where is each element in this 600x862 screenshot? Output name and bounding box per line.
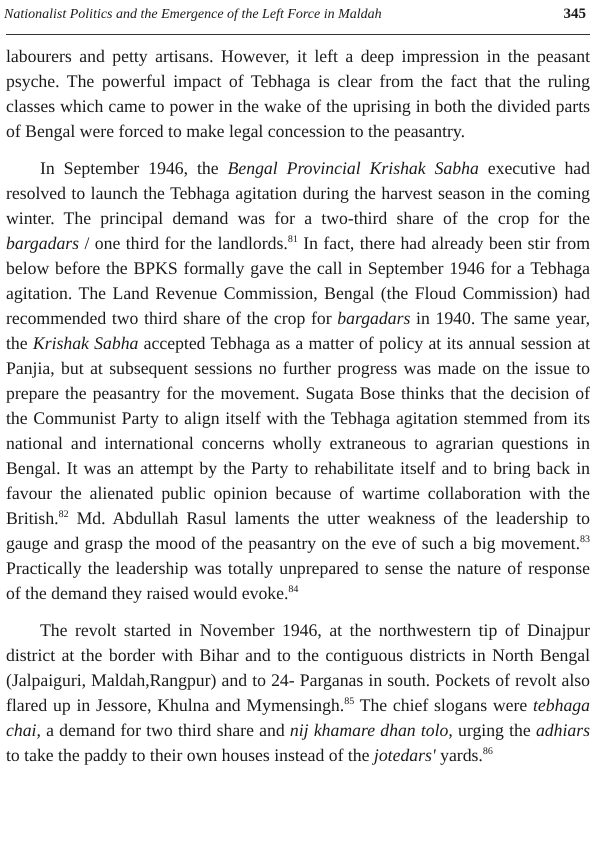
- text-run: labourers and petty artisans. However, it left a deep impression in the peasant psyche. The powerful impact of Tebhaga is clear from the fact that the ruling classes which came to power in the wake of the uprising in both the divided parts of Bengal were forced to make legal concession to the peasantry.: [6, 46, 590, 141]
- footnote-marker: 85: [344, 696, 355, 708]
- text-run: In September 1946, the: [40, 158, 228, 178]
- italic-text: jotedars': [373, 745, 436, 765]
- text-run: In fact, there had already been stir from below before the BPKS formally gave the call in September 1946 for a Tebhaga agitation. The Land Revenue Commission, Bengal (the Floud Commission) had recommended two third share of the crop for: [6, 233, 591, 328]
- footnote-marker: 82: [58, 509, 69, 521]
- page-number: 345: [563, 6, 586, 22]
- italic-text: nij khamare dhan tolo,: [289, 720, 453, 740]
- paragraph: [6, 44, 590, 144]
- page-header: [4, 6, 592, 30]
- italic-text: Krishak Sabha: [32, 333, 139, 353]
- text-run: urging the: [452, 720, 536, 740]
- footnote-marker: 81: [287, 234, 298, 246]
- text-run: Practically the leadership was totally unprepared to sense the nature of response of the demand they raised would evoke.: [6, 558, 590, 603]
- italic-text: adhiars: [535, 720, 591, 740]
- italic-text: bargadars: [6, 233, 80, 253]
- footnote-marker: 86: [482, 746, 493, 758]
- text-run: to take the paddy to their own houses instead of the: [6, 745, 374, 765]
- text-run: in 1940. The same year, the: [6, 308, 590, 353]
- text-run: The chief slogans were: [354, 695, 534, 715]
- paragraph: [6, 618, 590, 768]
- body-text: [4, 44, 592, 768]
- header-rule: [6, 34, 590, 35]
- running-head: Nationalist Politics and the Emergence of the Left Force in Maldah: [4, 7, 382, 22]
- paragraph: [6, 156, 590, 606]
- text-run: yards.: [435, 745, 483, 765]
- footnote-marker: 83: [580, 534, 590, 546]
- text-run: accepted Tebhaga as a matter of policy at its annual session at Panjia, but at subsequent sessions no further progress was made on the issue to prepare the peasantry for the movement. Sugata Bose thinks that the decision of the Communist Party to align itself with the Tebhaga agitation stemmed from its national and international concerns wholly extraneous to agrarian questions in Bengal. It was an attempt by the Party to rehabilitate itself and to bring back in favour the alienated public opinion because of wartime collaboration with the British.: [6, 333, 591, 528]
- text-run: The revolt started in November 1946, at the northwestern tip of Dinajpur district at the border with Bihar and to the contiguous districts in North Bengal (Jalpaiguri, Maldah,Rangpur) and to 24- Parganas in south. Pockets of revolt also flared up in Jessore, Khulna and Mymensingh.: [6, 620, 590, 715]
- text-run: executive had resolved to launch the Tebhaga agitation during the harvest season in the coming winter. The principal demand was for a two-third share of the crop for the: [6, 158, 590, 228]
- italic-text: bargadars: [337, 308, 411, 328]
- text-run: Md. Abdullah Rasul laments the utter weakness of the leadership to gauge and grasp the mood of the peasantry on the eve of such a big movement.: [6, 508, 590, 553]
- italic-text: tebhaga chai,: [6, 695, 590, 740]
- text-run: a demand for two third share and: [40, 720, 290, 740]
- italic-text: Bengal Provincial Krishak Sabha: [227, 158, 479, 178]
- footnote-marker: 84: [288, 584, 299, 596]
- text-run: / one third for the landlords.: [79, 233, 288, 253]
